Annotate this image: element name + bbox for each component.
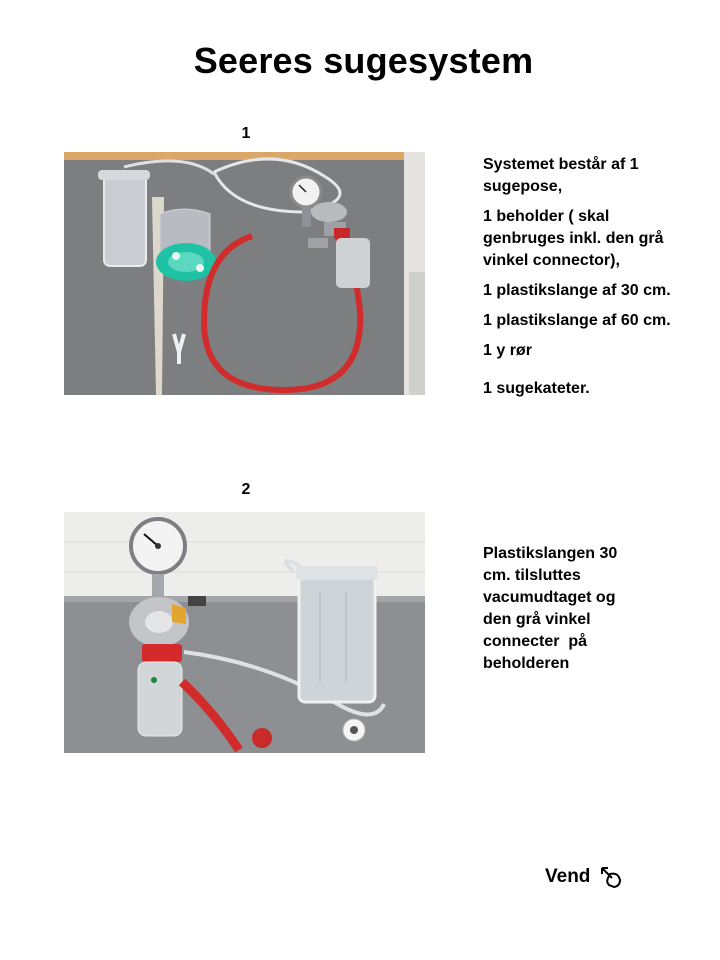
photo-suction-system-parts xyxy=(64,152,425,395)
item-list-text: 1 y rør xyxy=(483,342,532,359)
item-list-text: 1 beholder ( skal genbruges inkl. den grå vinkel connector), xyxy=(483,208,664,269)
turn-page-footer xyxy=(545,864,624,890)
description-line: den grå vinkel xyxy=(483,611,591,628)
page-title: Seeres sugesystem xyxy=(193,40,534,81)
item-list-text: Systemet består af 1 sugepose, xyxy=(483,156,639,195)
photo-regulator-connected xyxy=(64,512,425,753)
figure-2-number: 2 xyxy=(241,481,251,498)
turn-page-label: Vend xyxy=(545,866,591,887)
description-line: connecter på xyxy=(483,633,588,650)
pointing-hand-icon xyxy=(598,864,624,890)
description-line: cm. tilsluttes xyxy=(483,567,581,584)
description-line: Plastikslangen 30 xyxy=(483,545,618,562)
figure-2-description xyxy=(483,543,683,675)
item-list-text: 1 plastikslange af 60 cm. xyxy=(483,312,671,329)
item-list-text: 1 plastikslange af 30 cm. xyxy=(483,282,671,299)
item-list-text: 1 sugekateter. xyxy=(483,380,590,397)
figure-1-number: 1 xyxy=(241,125,251,142)
description-line: vacumudtaget og xyxy=(483,589,616,606)
description-line: beholderen xyxy=(483,655,570,672)
figure-1-description xyxy=(483,154,683,408)
